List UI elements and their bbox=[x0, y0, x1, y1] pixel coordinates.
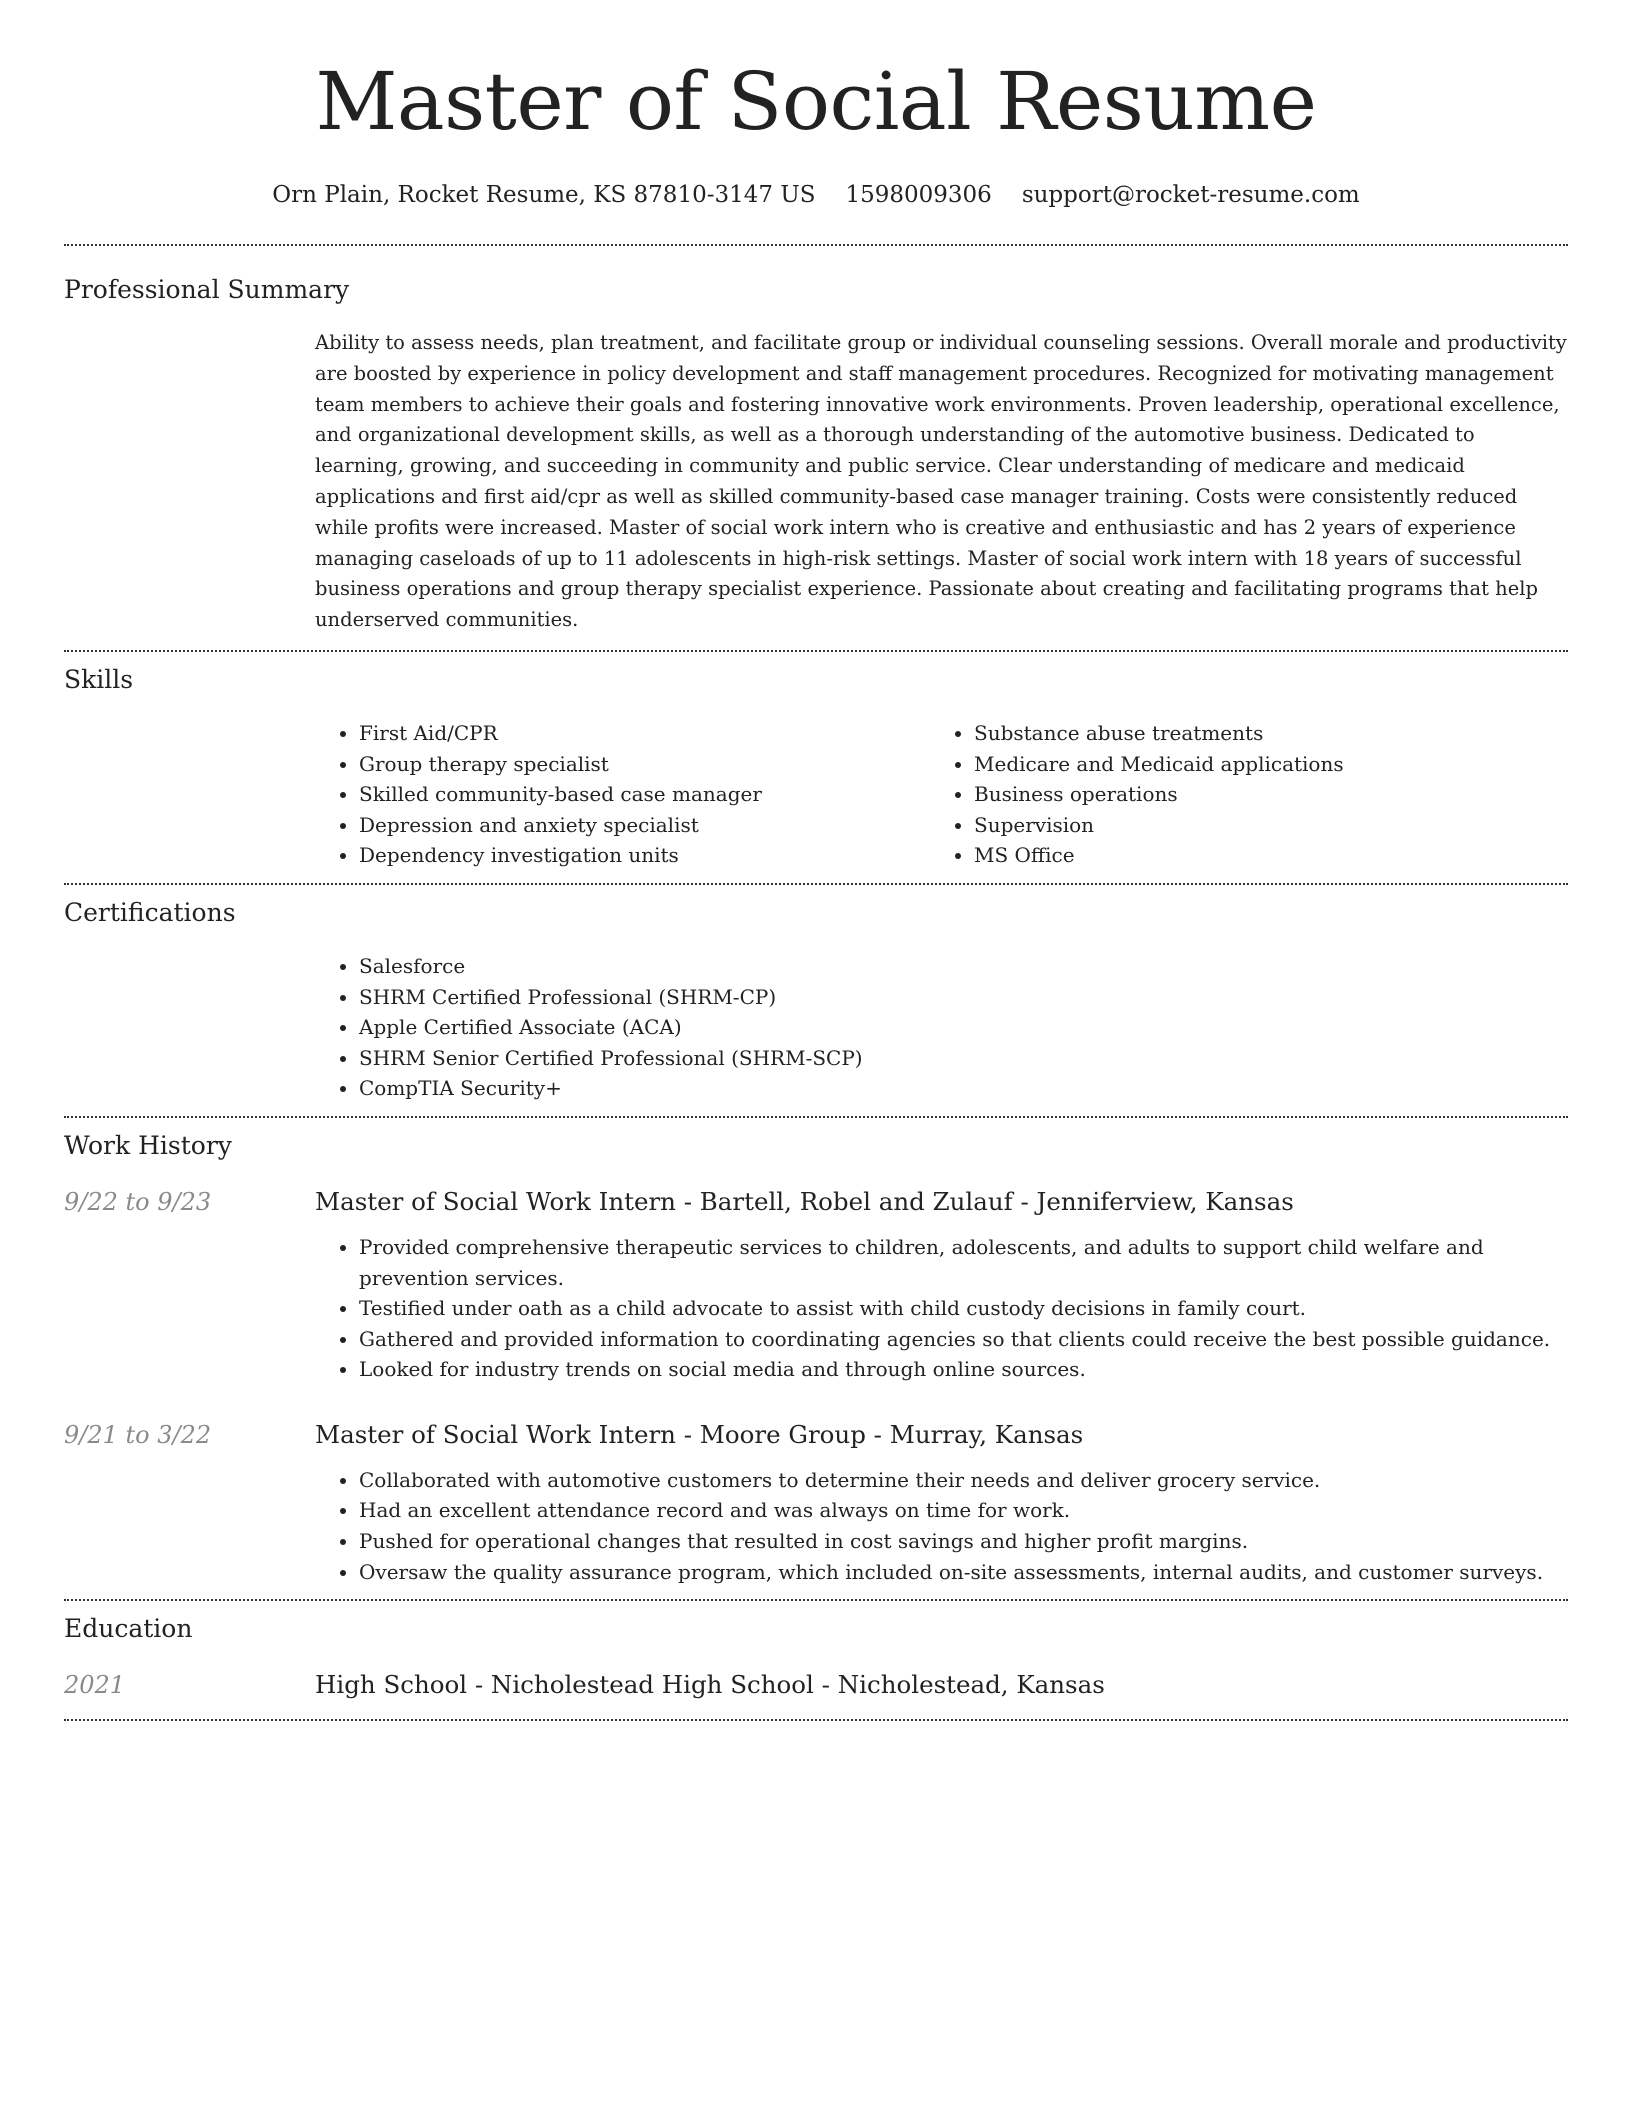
section-title-work-history: Work History bbox=[64, 1130, 232, 1160]
job-dates: 9/22 to 9/23 bbox=[64, 1187, 212, 1216]
section-title-skills: Skills bbox=[64, 664, 134, 694]
skills-section bbox=[64, 652, 1568, 883]
skill-item: • Supervision bbox=[974, 810, 1545, 841]
certification-item: • Apple Certified Associate (ACA) bbox=[359, 1012, 1568, 1043]
contact-line bbox=[64, 180, 1568, 210]
job-bullet: • Testified under oath as a child advocate to assist with child custody decisions in family court. bbox=[359, 1293, 1568, 1324]
section-title-education: Education bbox=[64, 1614, 193, 1644]
job-bullet: • Provided comprehensive therapeutic services to children, adolescents, and adults to support child welfare and prevention services. bbox=[359, 1232, 1568, 1293]
section-title-certifications: Certifications bbox=[64, 897, 236, 927]
skill-item: • Business operations bbox=[974, 779, 1545, 810]
certification-item: • SHRM Senior Certified Professional (SHRM-SCP) bbox=[359, 1043, 1568, 1074]
skill-item: • Substance abuse treatments bbox=[974, 718, 1545, 749]
work-history-section bbox=[64, 1118, 1568, 1599]
skill-item: • Group therapy specialist bbox=[359, 749, 930, 780]
job-entry bbox=[64, 1186, 1568, 1218]
certification-item: • Salesforce bbox=[359, 951, 1568, 982]
job-title: Master of Social Work Intern - Moore Group - Murray, Kansas bbox=[315, 1419, 1084, 1449]
education-section bbox=[64, 1601, 1568, 1719]
job-bullet: • Looked for industry trends on social media and through online sources. bbox=[359, 1354, 1568, 1385]
resume-header bbox=[64, 0, 1568, 210]
education-degree: High School - Nicholestead High School - Nicholestead, Kansas bbox=[315, 1670, 1105, 1700]
job-entry bbox=[64, 1419, 1568, 1451]
certification-item: • CompTIA Security+ bbox=[359, 1073, 1568, 1104]
job-bullet: • Had an excellent attendance record and was always on time for work. bbox=[359, 1495, 1568, 1526]
contact-address: Orn Plain, Rocket Resume, KS 87810-3147 US bbox=[272, 182, 816, 208]
summary-section bbox=[64, 246, 1568, 650]
certifications-section bbox=[64, 885, 1568, 1116]
certifications-list bbox=[315, 951, 1568, 1104]
divider bbox=[64, 1719, 1568, 1721]
job-bullets bbox=[315, 1232, 1568, 1385]
skill-item: • MS Office bbox=[974, 840, 1545, 871]
job-dates: 9/21 to 3/22 bbox=[64, 1420, 212, 1449]
skills-list-left bbox=[315, 718, 930, 871]
contact-phone: 1598009306 bbox=[845, 182, 992, 208]
skill-item: • Medicare and Medicaid applications bbox=[974, 749, 1545, 780]
skill-item: • Skilled community-based case manager bbox=[359, 779, 930, 810]
job-bullets bbox=[315, 1465, 1568, 1587]
job-bullet: • Gathered and provided information to coordinating agencies so that clients could receive the best possible guidance. bbox=[359, 1324, 1568, 1355]
job-bullet: • Oversaw the quality assurance program, which included on-site assessments, internal audits, and customer surveys. bbox=[359, 1557, 1568, 1588]
job-title: Master of Social Work Intern - Bartell, Robel and Zulauf - Jenniferview, Kansas bbox=[315, 1186, 1294, 1216]
skills-list-right bbox=[930, 718, 1545, 871]
section-title-summary: Professional Summary bbox=[64, 275, 350, 304]
candidate-name: Master of Social Resume bbox=[315, 55, 1317, 148]
summary-text: Ability to assess needs, plan treatment, and facilitate group or individual counseling sessions. Overall morale and productivity are boosted by experience in policy development and staff management procedures. Recognized for motivating management team members to achieve their goals and fostering innovative work environments. Proven leadership, operational excellence, and organizational development skills, as well as a thorough understanding of the automotive business. Dedicated to learning, growing, and succeeding in community and public service. Clear understanding of medicare and medicaid applications and first aid/cpr as well as skilled community-based case manager training. Costs were consistently reduced while profits were increased. Master of social work intern who is creative and enthusiastic and has 2 years of experience managing caseloads of up to 11 adolescents in high-risk settings. Master of social work intern with 18 years of successful business operations and group therapy specialist experience. Passionate about creating and facilitating programs that help underserved communities. bbox=[315, 331, 1567, 632]
education-year: 2021 bbox=[64, 1671, 126, 1700]
contact-email: support@rocket-resume.com bbox=[1021, 182, 1360, 208]
skill-item: • Dependency investigation units bbox=[359, 840, 930, 871]
certification-item: • SHRM Certified Professional (SHRM-CP) bbox=[359, 982, 1568, 1013]
education-entry bbox=[64, 1669, 1568, 1719]
skill-item: • First Aid/CPR bbox=[359, 718, 930, 749]
job-bullet: • Pushed for operational changes that resulted in cost savings and higher profit margins. bbox=[359, 1526, 1568, 1557]
job-bullet: • Collaborated with automotive customers to determine their needs and deliver grocery service. bbox=[359, 1465, 1568, 1496]
skill-item: • Depression and anxiety specialist bbox=[359, 810, 930, 841]
